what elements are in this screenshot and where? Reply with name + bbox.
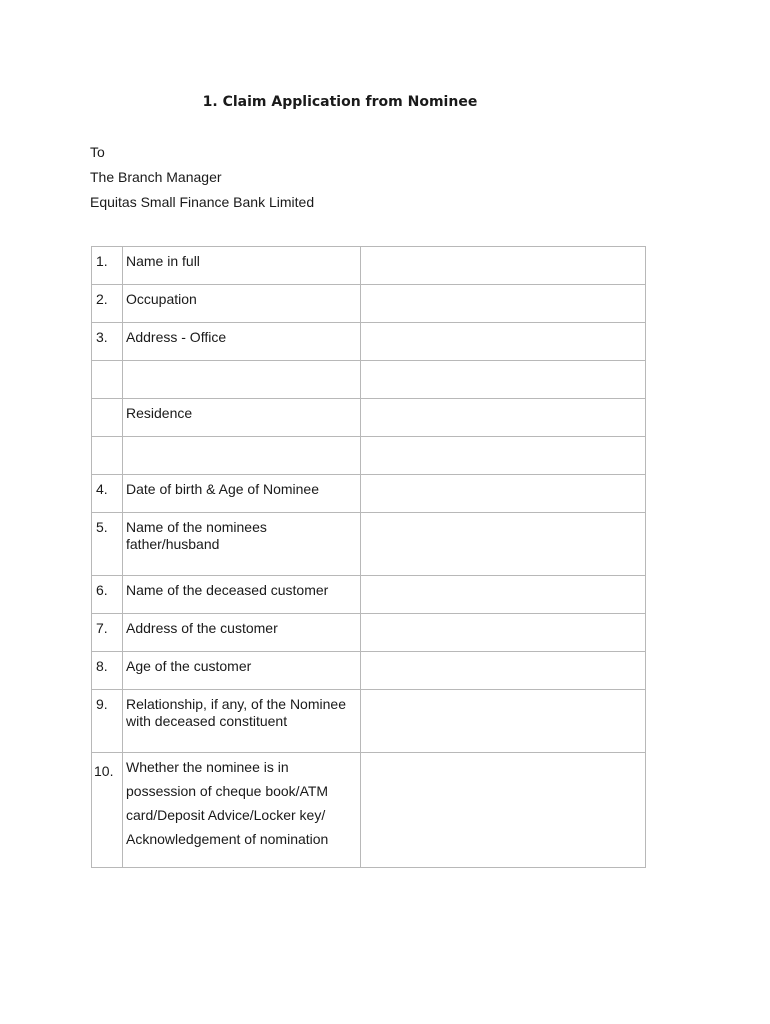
address-line-2: Equitas Small Finance Bank Limited (90, 194, 315, 210)
row-label (123, 437, 361, 475)
row-number: 7. (92, 614, 123, 652)
row-number (92, 399, 123, 437)
row-label (123, 361, 361, 399)
row-label: Address of the customer (123, 614, 361, 652)
form-row-deceased-name (92, 576, 646, 614)
customer-age-field[interactable] (361, 652, 646, 690)
row-number: 5. (92, 513, 123, 576)
form-row-father-husband (92, 513, 646, 576)
form-row-customer-age (92, 652, 646, 690)
form-row-occupation (92, 285, 646, 323)
address-office-cont-field[interactable] (361, 361, 646, 399)
form-row-residence-cont (92, 437, 646, 475)
residence-field[interactable] (361, 399, 646, 437)
address-to: To (90, 144, 105, 160)
row-label: Occupation (123, 285, 361, 323)
form-row-possession (92, 753, 646, 868)
row-number: 1. (92, 247, 123, 285)
form-row-name (92, 247, 646, 285)
form-title: 1. Claim Application from Nominee (202, 94, 478, 110)
deceased-name-field[interactable] (361, 576, 646, 614)
residence-cont-field[interactable] (361, 437, 646, 475)
row-label: Relationship, if any, of the Nominee with deceased constituent (123, 690, 361, 753)
row-label: Whether the nominee is in possession of cheque book/ATM card/Deposit Advice/Locker key/ Acknowledgement of nomination (123, 753, 361, 868)
form-row-customer-address (92, 614, 646, 652)
dob-age-field[interactable] (361, 475, 646, 513)
form-row-address-office (92, 323, 646, 361)
row-number: 2. (92, 285, 123, 323)
father-husband-field[interactable] (361, 513, 646, 576)
row-label: Age of the customer (123, 652, 361, 690)
form-row-relationship (92, 690, 646, 753)
row-label: Date of birth & Age of Nominee (123, 475, 361, 513)
relationship-field[interactable] (361, 690, 646, 753)
row-number: 4. (92, 475, 123, 513)
claim-form-table (91, 246, 646, 868)
form-row-residence (92, 399, 646, 437)
row-number: 8. (92, 652, 123, 690)
row-label: Residence (123, 399, 361, 437)
row-number (92, 361, 123, 399)
address-line-1: The Branch Manager (90, 169, 222, 185)
name-in-full-field[interactable] (361, 247, 646, 285)
row-number: 6. (92, 576, 123, 614)
row-label: Name of the nominees father/husband (123, 513, 361, 576)
row-number: 9. (92, 690, 123, 753)
row-label: Name in full (123, 247, 361, 285)
row-label: Address - Office (123, 323, 361, 361)
customer-address-field[interactable] (361, 614, 646, 652)
form-row-dob-age (92, 475, 646, 513)
row-number (92, 437, 123, 475)
possession-field[interactable] (361, 753, 646, 868)
address-office-field[interactable] (361, 323, 646, 361)
row-number: 10. (92, 753, 123, 868)
occupation-field[interactable] (361, 285, 646, 323)
form-row-address-office-cont (92, 361, 646, 399)
row-label: Name of the deceased customer (123, 576, 361, 614)
row-number: 3. (92, 323, 123, 361)
